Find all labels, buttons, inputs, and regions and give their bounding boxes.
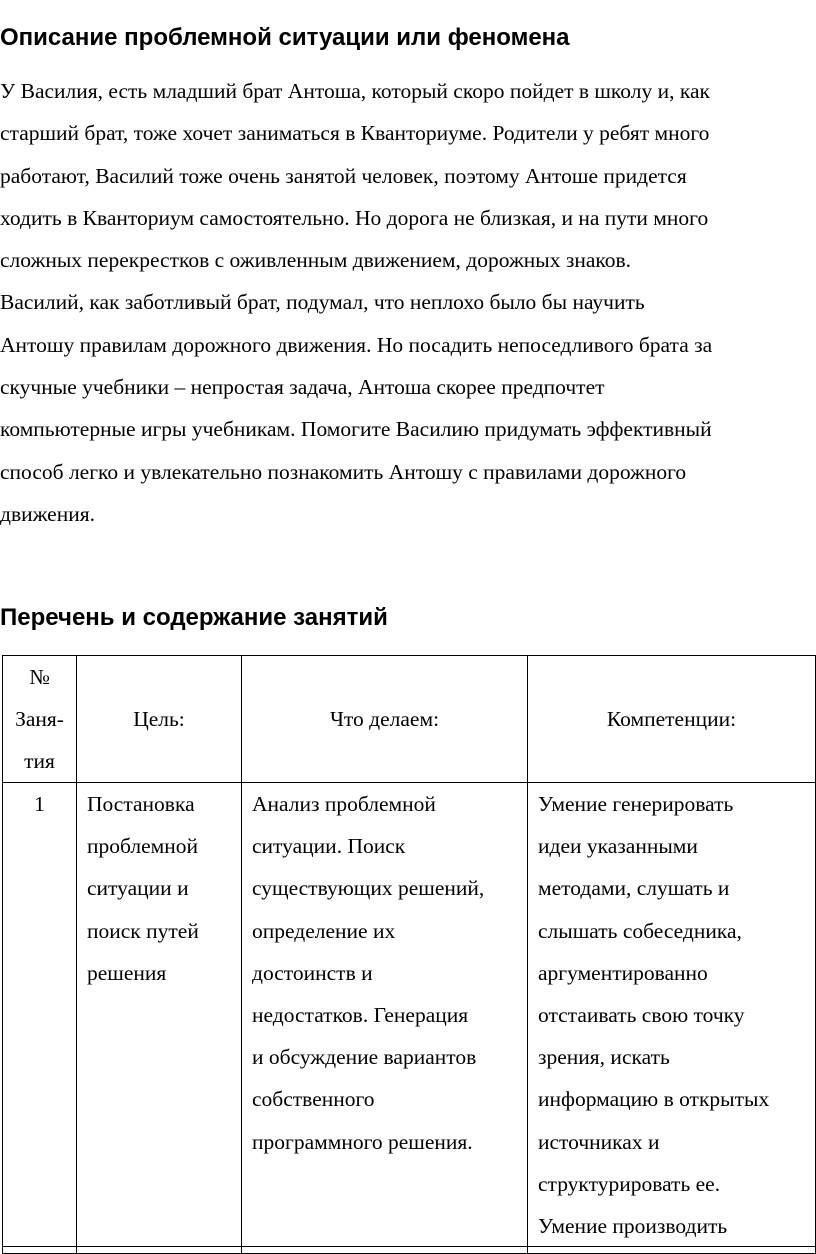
- table-row: [3, 783, 816, 1254]
- paragraph-line: старший брат, тоже хочет заниматься в Кванториуме. Родители у ребят много: [0, 121, 710, 146]
- cell-activity: Анализ проблемной ситуации. Поиск существующих решений, определение их достоинств и недостатков. Генерация и обсуждение вариантов собственного программного решения.: [242, 783, 528, 1254]
- paragraph-line: Антошу правилам дорожного движения. Но посадить непоседливого брата за: [0, 332, 713, 357]
- paragraph-line: У Василия, есть младший брат Антоша, который скоро пойдет в школу и, как: [0, 79, 710, 103]
- paragraph-line: ходить в Кванториум самостоятельно. Но дорога не близкая, и на пути много: [0, 205, 709, 230]
- paragraph-line: сложных перекрестков с оживленным движением, дорожных знаков.: [0, 248, 632, 273]
- table-bottom-border: [2, 1246, 815, 1247]
- cell-competencies: Умение генерировать идеи указанными методами, слушать и слышать собеседника, аргументированно отстаивать свою точку зрения, искать информацию в открытых источниках и структурировать ее. Умение производить: [528, 783, 816, 1254]
- paragraph-line: работают, Василий тоже очень занятой человек, поэтому Антоше придется: [0, 163, 687, 188]
- header-competencies: Компетенции:: [528, 656, 816, 783]
- paragraph-line: Василий, как заботливый брат, подумал, что неплохо было бы научить: [0, 290, 645, 315]
- problem-description: [0, 70, 816, 535]
- cell-goal: Постановка проблемной ситуации и поиск путей решения: [77, 783, 242, 1254]
- header-goal: Цель:: [77, 656, 242, 783]
- paragraph-line: движения.: [0, 501, 95, 526]
- header-activity: Что делаем:: [242, 656, 528, 783]
- section-title-problem: Описание проблемной ситуации или феномена: [0, 24, 570, 51]
- lessons-table: [2, 655, 816, 1254]
- paragraph-line: скучные учебники – непростая задача, Антоша скорее предпочтет: [0, 375, 605, 400]
- cell-lesson-number: 1: [3, 783, 77, 1254]
- section-title-lessons: Перечень и содержание занятий: [0, 604, 388, 631]
- header-lesson-number: № Заня- тия: [3, 656, 77, 783]
- paragraph-line: способ легко и увлекательно познакомить Антошу с правилами дорожного: [0, 459, 687, 484]
- table-header-row: [3, 656, 816, 783]
- paragraph-line: компьютерные игры учебникам. Помогите Василию придумать эффективный: [0, 417, 712, 442]
